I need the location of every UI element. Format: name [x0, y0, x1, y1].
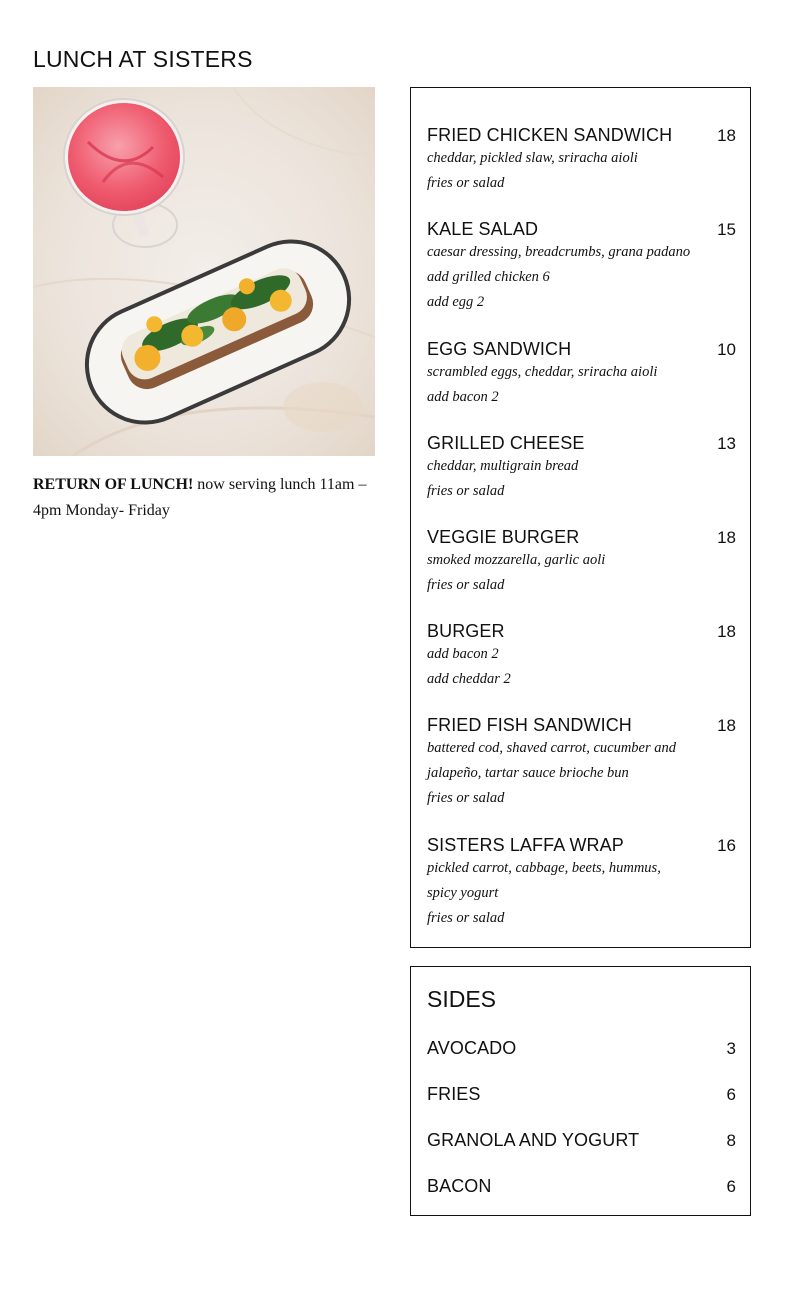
side-item-name: AVOCADO — [427, 1038, 517, 1058]
page-title: LUNCH AT SISTERS — [33, 46, 253, 72]
menu-item-desc: cheddar, multigrain bread fries or salad — [427, 458, 579, 499]
menu-item — [427, 432, 736, 504]
menu-item-desc: scrambled eggs, cheddar, sriracha aioli add bacon 2 — [427, 364, 658, 405]
menu-item-name: VEGGIE BURGER — [427, 527, 580, 547]
menu-item-name: FRIED CHICKEN SANDWICH — [427, 125, 673, 145]
side-item-price: 8 — [726, 1131, 736, 1150]
intro-body: now serving lunch 11am – 4pm Monday- Friday — [33, 476, 367, 519]
intro-bold: RETURN OF LUNCH! — [33, 476, 194, 493]
menu-item-desc: battered cod, shaved carrot, cucumber and jalapeño, tartar sauce brioche bun fries or salad — [427, 740, 676, 806]
sides-menu-box — [410, 966, 751, 1216]
menu-item-desc: pickled carrot, cabbage, beets, hummus, spicy yogurt fries or salad — [427, 860, 661, 926]
side-item-name: GRANOLA AND YOGURT — [427, 1130, 640, 1150]
side-item-price: 6 — [726, 1177, 736, 1196]
menu-item-name: KALE SALAD — [427, 219, 539, 239]
menu-item-price: 18 — [717, 716, 736, 735]
side-item-price: 3 — [726, 1039, 736, 1058]
side-item — [427, 1129, 736, 1151]
menu-item-name: EGG SANDWICH — [427, 339, 572, 359]
side-item-price: 6 — [726, 1085, 736, 1104]
menu-item-name: FRIED FISH SANDWICH — [427, 715, 632, 735]
side-item — [427, 1037, 736, 1059]
side-item — [427, 1083, 736, 1105]
menu-item — [427, 620, 736, 692]
food-photo — [33, 87, 375, 456]
menu-item-price: 13 — [717, 434, 736, 453]
menu-item-price: 18 — [717, 622, 736, 641]
menu-item — [427, 124, 736, 196]
menu-item-price: 10 — [717, 340, 736, 359]
menu-item-name: SISTERS LAFFA WRAP — [427, 835, 624, 855]
menu-item — [427, 218, 736, 315]
menu-item-desc: smoked mozzarella, garlic aoli fries or salad — [427, 552, 606, 593]
side-item-name: FRIES — [427, 1084, 481, 1104]
menu-item-price: 16 — [717, 836, 736, 855]
sides-title: SIDES — [427, 986, 497, 1012]
menu-item-name: GRILLED CHEESE — [427, 433, 585, 453]
menu-item — [427, 714, 736, 811]
side-item-name: BACON — [427, 1176, 492, 1196]
menu-item-name: BURGER — [427, 621, 505, 641]
lunch-menu-box — [410, 87, 751, 948]
menu-item-price: 18 — [717, 528, 736, 547]
menu-item-desc: add bacon 2 add cheddar 2 — [427, 646, 511, 687]
menu-item-desc: caesar dressing, breadcrumbs, grana padano add grilled chicken 6 add egg 2 — [427, 244, 691, 310]
menu-item-desc: cheddar, pickled slaw, sriracha aioli fries or salad — [427, 150, 638, 191]
menu-item-price: 18 — [717, 126, 736, 145]
menu-item-price: 15 — [717, 220, 736, 239]
menu-item — [427, 338, 736, 410]
intro-text — [33, 472, 375, 524]
side-item — [427, 1175, 736, 1197]
menu-item — [427, 526, 736, 598]
menu-item — [427, 834, 736, 931]
